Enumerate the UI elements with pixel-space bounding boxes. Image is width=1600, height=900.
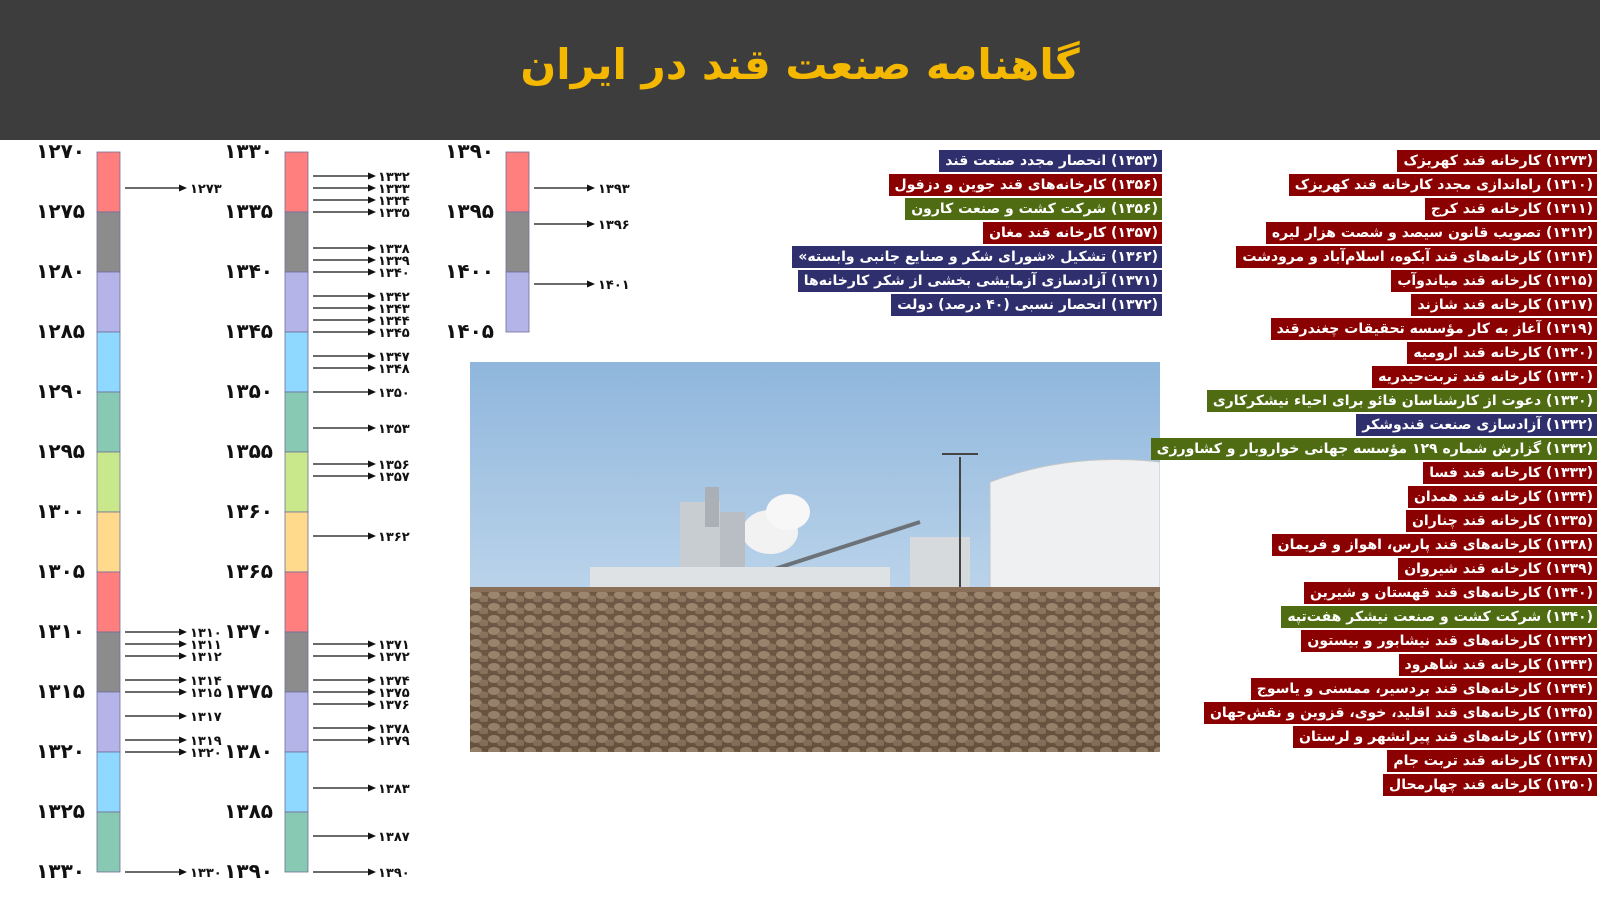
marker-year-label: ۱۳۳۵: [378, 206, 410, 221]
event-label: (۱۳۱۰) راه‌اندازی مجدد کارخانه قند کهریزک: [1289, 174, 1597, 196]
timeline-segment: [97, 272, 120, 332]
marker-year-label: ۱۳۳۳: [378, 182, 410, 197]
marker-year-label: ۱۳۵۶: [378, 458, 410, 473]
marker-arrowhead: [368, 293, 376, 300]
sugar-factory-photo: [470, 362, 1160, 752]
axis-year-label: ۱۳۴۵: [224, 319, 273, 343]
marker-year-label: ۱۳۷۱: [378, 638, 410, 653]
marker-year-label: ۱۳۴۸: [378, 362, 410, 377]
event-label: (۱۳۱۴) کارخانه‌های قند آبکوه، اسلام‌آباد و مرودشت: [1236, 246, 1597, 268]
axis-year-label: ۱۴۰۵: [445, 319, 494, 343]
marker-arrowhead: [368, 473, 376, 480]
axis-year-label: ۱۳۸۰: [224, 739, 273, 763]
marker-arrowhead: [587, 281, 595, 288]
axis-year-label: ۱۴۰۰: [445, 259, 494, 283]
event-label: (۱۳۴۴) کارخانه‌های قند بردسیر، ممسنی و یاسوج: [1251, 678, 1597, 700]
marker-year-label: ۱۲۷۳: [190, 182, 222, 197]
timeline-segment: [285, 572, 308, 632]
event-label: (۱۳۵۰) کارخانه قند چهارمحال: [1383, 774, 1597, 796]
marker-arrowhead: [179, 185, 187, 192]
timeline-segment: [97, 692, 120, 752]
marker-arrowhead: [368, 257, 376, 264]
marker-year-label: ۱۳۱۴: [190, 674, 222, 689]
axis-year-label: ۱۲۸۰: [36, 259, 85, 283]
marker-arrowhead: [179, 713, 187, 720]
timeline-segment: [285, 212, 308, 272]
event-label: (۱۳۱۲) تصویب قانون سیصد و شصت هزار لیره: [1266, 222, 1597, 244]
marker-year-label: ۱۳۳۰: [190, 866, 222, 881]
marker-arrowhead: [368, 737, 376, 744]
event-label: (۱۳۱۹) آغاز به کار مؤسسه تحقیقات چغندرقند: [1271, 318, 1597, 340]
marker-year-label: ۱۳۴۴: [378, 314, 410, 329]
timeline-segment: [97, 632, 120, 692]
marker-year-label: ۱۳۵۳: [378, 422, 410, 437]
marker-arrowhead: [179, 749, 187, 756]
events-column-middle: [760, 150, 1162, 320]
marker-year-label: ۱۳۸۷: [378, 830, 410, 845]
event-label: (۱۳۳۴) کارخانه قند همدان: [1408, 486, 1597, 508]
axis-year-label: ۱۳۳۰: [224, 139, 273, 163]
timeline-segment: [97, 212, 120, 272]
marker-arrowhead: [368, 869, 376, 876]
marker-arrowhead: [368, 317, 376, 324]
marker-arrowhead: [587, 221, 595, 228]
marker-arrowhead: [368, 389, 376, 396]
marker-arrowhead: [368, 833, 376, 840]
axis-year-label: ۱۳۷۰: [224, 619, 273, 643]
axis-year-label: ۱۲۹۰: [36, 379, 85, 403]
marker-year-label: ۱۳۱۲: [190, 650, 222, 665]
timeline-segment: [97, 392, 120, 452]
timeline-segment: [285, 752, 308, 812]
event-label: (۱۳۱۷) کارخانه قند شازند: [1411, 294, 1597, 316]
marker-arrowhead: [368, 185, 376, 192]
marker-year-label: ۱۳۷۲: [378, 650, 410, 665]
axis-year-label: ۱۳۹۰: [224, 859, 273, 883]
marker-arrowhead: [368, 641, 376, 648]
event-label: (۱۳۲۰) کارخانه قند ارومیه: [1407, 342, 1597, 364]
axis-year-label: ۱۳۲۰: [36, 739, 85, 763]
marker-year-label: ۱۳۹۰: [378, 866, 410, 881]
timeline-segment: [97, 512, 120, 572]
marker-arrowhead: [368, 425, 376, 432]
marker-arrowhead: [368, 653, 376, 660]
event-label: (۱۲۷۳) کارخانه قند کهریزک: [1397, 150, 1597, 172]
marker-arrowhead: [179, 641, 187, 648]
marker-year-label: ۱۳۳۸: [378, 242, 410, 257]
axis-year-label: ۱۳۳۵: [224, 199, 273, 223]
axis-year-label: ۱۳۶۵: [224, 559, 273, 583]
marker-arrowhead: [368, 365, 376, 372]
marker-year-label: ۱۳۱۵: [190, 686, 222, 701]
marker-year-label: ۱۳۳۹: [378, 254, 410, 269]
event-label: (۱۳۱۱) کارخانه قند کرج: [1425, 198, 1597, 220]
marker-arrowhead: [368, 329, 376, 336]
timeline-segment: [285, 272, 308, 332]
event-label: (۱۳۳۲) گزارش شماره ۱۲۹ مؤسسه جهانی خواروبار و کشاورزی: [1151, 438, 1597, 460]
event-label: (۱۳۴۳) کارخانه قند شاهرود: [1399, 654, 1597, 676]
event-label: (۱۳۵۷) کارخانه قند مغان: [983, 222, 1162, 244]
event-label: (۱۳۴۵) کارخانه‌های قند اقلید، خوی، قزوین و نقش‌جهان: [1204, 702, 1597, 724]
marker-year-label: ۱۳۳۴: [378, 194, 410, 209]
marker-year-label: ۱۳۸۳: [378, 782, 410, 797]
event-label: (۱۳۳۸) کارخانه‌های قند پارس، اهواز و فریمان: [1272, 534, 1597, 556]
event-label: (۱۳۳۲) آزادسازی صنعت قندوشکر: [1356, 414, 1597, 436]
event-label: (۱۳۴۲) کارخانه‌های قند نیشابور و بیستون: [1301, 630, 1597, 652]
axis-year-label: ۱۲۷۰: [36, 139, 85, 163]
marker-year-label: ۱۳۷۹: [378, 734, 410, 749]
marker-arrowhead: [368, 785, 376, 792]
marker-year-label: ۱۳۲۰: [190, 746, 222, 761]
marker-year-label: ۱۳۷۴: [378, 674, 410, 689]
marker-arrowhead: [179, 869, 187, 876]
marker-arrowhead: [587, 185, 595, 192]
axis-year-label: ۱۳۱۰: [36, 619, 85, 643]
event-label: (۱۳۴۰) شرکت کشت و صنعت نیشکر هفت‌تپه: [1281, 606, 1597, 628]
marker-year-label: ۱۳۱۹: [190, 734, 222, 749]
timeline-segment: [285, 512, 308, 572]
marker-year-label: ۱۳۶۲: [378, 530, 410, 545]
marker-year-label: ۱۴۰۱: [598, 278, 630, 293]
page-title: گاهنامه صنعت قند در ایران: [520, 40, 1080, 89]
marker-year-label: ۱۳۷۶: [378, 698, 410, 713]
marker-year-label: ۱۳۹۶: [598, 218, 630, 233]
event-label: (۱۳۴۷) کارخانه‌های قند پیرانشهر و لرستان: [1293, 726, 1597, 748]
axis-year-label: ۱۳۴۰: [224, 259, 273, 283]
timeline-segment: [285, 452, 308, 512]
marker-year-label: ۱۳۱۱: [190, 638, 222, 653]
marker-arrowhead: [179, 737, 187, 744]
axis-year-label: ۱۳۲۵: [36, 799, 85, 823]
axis-year-label: ۱۳۵۵: [224, 439, 273, 463]
axis-year-label: ۱۳۸۵: [224, 799, 273, 823]
marker-arrowhead: [179, 689, 187, 696]
axis-year-label: ۱۳۳۰: [36, 859, 85, 883]
timeline-segment: [97, 752, 120, 812]
marker-arrowhead: [368, 197, 376, 204]
event-label: (۱۳۷۲) انحصار نسبی (۴۰ درصد) دولت: [891, 294, 1162, 316]
marker-arrowhead: [368, 353, 376, 360]
timeline-segment: [97, 812, 120, 872]
axis-year-label: ۱۲۹۵: [36, 439, 85, 463]
events-column-right: [1156, 150, 1597, 800]
marker-year-label: ۱۳۴۲: [378, 290, 410, 305]
timeline-segment: [97, 452, 120, 512]
marker-year-label: ۱۳۴۵: [378, 326, 410, 341]
timeline-segment: [97, 152, 120, 212]
marker-arrowhead: [368, 725, 376, 732]
marker-year-label: ۱۳۱۰: [190, 626, 222, 641]
axis-year-label: ۱۳۰۵: [36, 559, 85, 583]
marker-year-label: ۱۳۹۳: [598, 182, 630, 197]
timeline-segment: [285, 392, 308, 452]
timeline-segment: [285, 632, 308, 692]
event-label: (۱۳۳۹) کارخانه قند شیروان: [1398, 558, 1597, 580]
event-label: (۱۳۷۱) آزادسازی آزمایشی بخشی از شکر کارخانه‌ها: [798, 270, 1162, 292]
timeline-segment: [506, 272, 529, 332]
marker-arrowhead: [368, 677, 376, 684]
timeline-segment: [285, 692, 308, 752]
axis-year-label: ۱۳۰۰: [36, 499, 85, 523]
event-label: (۱۳۴۸) کارخانه قند تربت جام: [1387, 750, 1597, 772]
marker-arrowhead: [368, 245, 376, 252]
marker-arrowhead: [179, 677, 187, 684]
marker-year-label: ۱۳۴۳: [378, 302, 410, 317]
marker-arrowhead: [368, 209, 376, 216]
timeline-segment: [285, 152, 308, 212]
event-label: (۱۳۵۶) کارخانه‌های قند جوین و دزفول: [889, 174, 1162, 196]
event-label: (۱۳۳۰) دعوت از کارشناسان فائو برای احیاء نیشکرکاری: [1207, 390, 1597, 412]
axis-year-label: ۱۲۸۵: [36, 319, 85, 343]
marker-arrowhead: [368, 269, 376, 276]
timeline-segment: [285, 812, 308, 872]
timeline-segment: [97, 332, 120, 392]
marker-arrowhead: [368, 533, 376, 540]
timeline-segment: [506, 212, 529, 272]
timeline-segment: [506, 152, 529, 212]
event-label: (۱۳۳۰) کارخانه قند تربت‌حیدریه: [1372, 366, 1597, 388]
marker-year-label: ۱۳۴۷: [378, 350, 410, 365]
event-label: (۱۳۵۶) شرکت کشت و صنعت کارون: [905, 198, 1162, 220]
marker-year-label: ۱۳۱۷: [190, 710, 222, 725]
marker-arrowhead: [368, 689, 376, 696]
axis-year-label: ۱۳۱۵: [36, 679, 85, 703]
axis-year-label: ۱۳۵۰: [224, 379, 273, 403]
marker-arrowhead: [179, 629, 187, 636]
event-label: (۱۳۴۰) کارخانه‌های قند قهستان و شیرین: [1304, 582, 1597, 604]
marker-year-label: ۱۳۵۷: [378, 470, 410, 485]
timeline-segment: [97, 572, 120, 632]
event-label: (۱۳۶۲) تشکیل «شورای شکر و صنایع جانبی وابسته»: [792, 246, 1162, 268]
marker-arrowhead: [368, 701, 376, 708]
axis-year-label: ۱۳۹۵: [445, 199, 494, 223]
event-label: (۱۳۳۳) کارخانه قند فسا: [1423, 462, 1597, 484]
marker-year-label: ۱۳۴۰: [378, 266, 410, 281]
event-label: (۱۳۱۵) کارخانه قند میاندوآب: [1391, 270, 1597, 292]
marker-year-label: ۱۳۷۵: [378, 686, 410, 701]
axis-year-label: ۱۳۹۰: [445, 139, 494, 163]
marker-year-label: ۱۳۷۸: [378, 722, 410, 737]
marker-arrowhead: [368, 305, 376, 312]
timeline-segment: [285, 332, 308, 392]
marker-arrowhead: [179, 653, 187, 660]
axis-year-label: ۱۳۷۵: [224, 679, 273, 703]
marker-year-label: ۱۳۵۰: [378, 386, 410, 401]
axis-year-label: ۱۳۶۰: [224, 499, 273, 523]
axis-year-label: ۱۲۷۵: [36, 199, 85, 223]
marker-year-label: ۱۳۳۲: [378, 170, 410, 185]
event-label: (۱۳۵۳) انحصار مجدد صنعت قند: [939, 150, 1162, 172]
marker-arrowhead: [368, 461, 376, 468]
event-label: (۱۳۳۵) کارخانه قند چناران: [1406, 510, 1597, 532]
marker-arrowhead: [368, 173, 376, 180]
